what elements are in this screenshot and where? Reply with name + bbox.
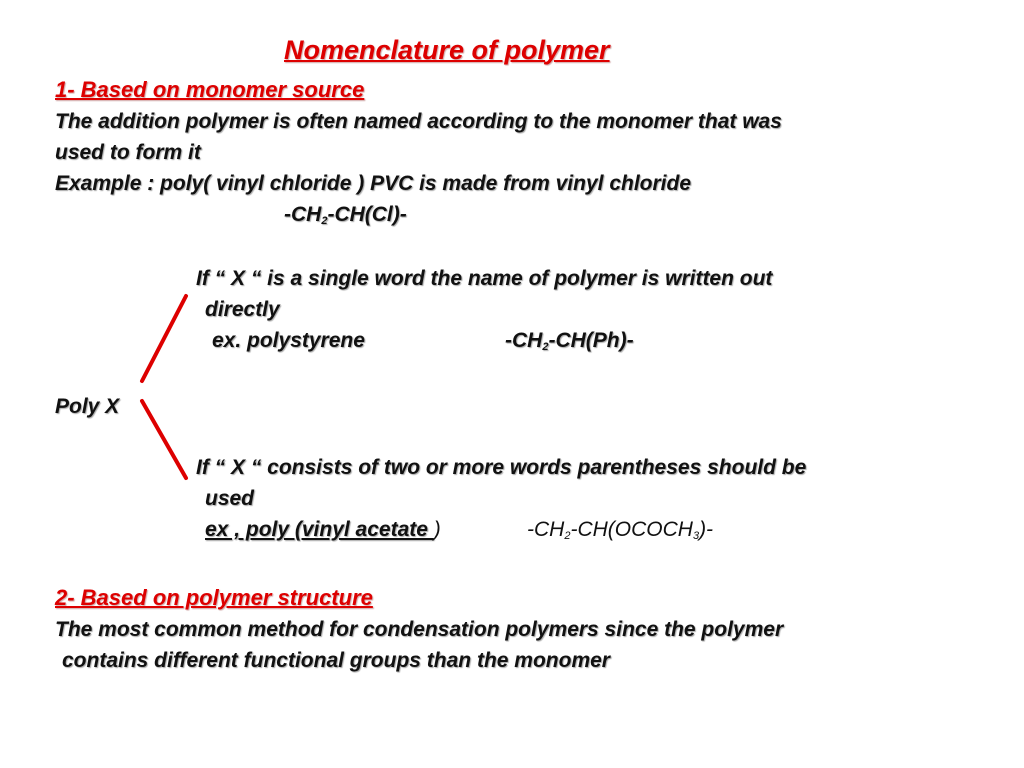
branch2-rule-cont: used: [205, 487, 255, 510]
formula-part: -CH(OCOCH: [570, 518, 693, 541]
example-name: ex , poly (vinyl acetate: [205, 518, 434, 541]
formula-part: -CH(Ph)-: [548, 329, 634, 352]
formula-subscript: 2: [564, 530, 571, 542]
formula-subscript: 2: [542, 341, 549, 353]
section2-description-cont: contains different functional groups than the monomer: [62, 649, 610, 672]
section1-description: The addition polymer is often named according to the monomer that was: [55, 110, 782, 133]
section1-description-cont: used to form it: [55, 141, 201, 164]
section1-heading: 1- Based on monomer source: [55, 77, 365, 102]
branch2-rule: If “ X “ consists of two or more words parentheses should be: [196, 456, 807, 479]
section2-description: The most common method for condensation polymers since the polymer: [55, 618, 784, 641]
formula-part: )-: [699, 518, 714, 541]
formula-part: -CH: [505, 329, 543, 352]
poly-x-label: Poly X: [55, 395, 120, 418]
pvc-example: Example : poly( vinyl chloride ) PVC is made from vinyl chloride: [55, 172, 691, 195]
closing-paren: ): [433, 518, 441, 541]
formula-part: -CH: [527, 518, 565, 541]
formula-part: -CH(Cl)-: [327, 203, 407, 226]
formula-subscript: 2: [321, 215, 328, 227]
formula-subscript: 3: [692, 530, 700, 542]
polystyrene-example: ex. polystyrene: [212, 329, 365, 352]
lower-branch-line: [142, 401, 186, 478]
branch1-rule-cont: directly: [205, 298, 280, 321]
slide-title: Nomenclature of polymer: [284, 35, 610, 65]
branch1-rule: If “ X “ is a single word the name of polymer is written out: [196, 267, 773, 290]
section2-heading: 2- Based on polymer structure: [55, 585, 373, 610]
upper-branch-line: [142, 296, 186, 381]
formula-part: -CH: [284, 203, 322, 226]
